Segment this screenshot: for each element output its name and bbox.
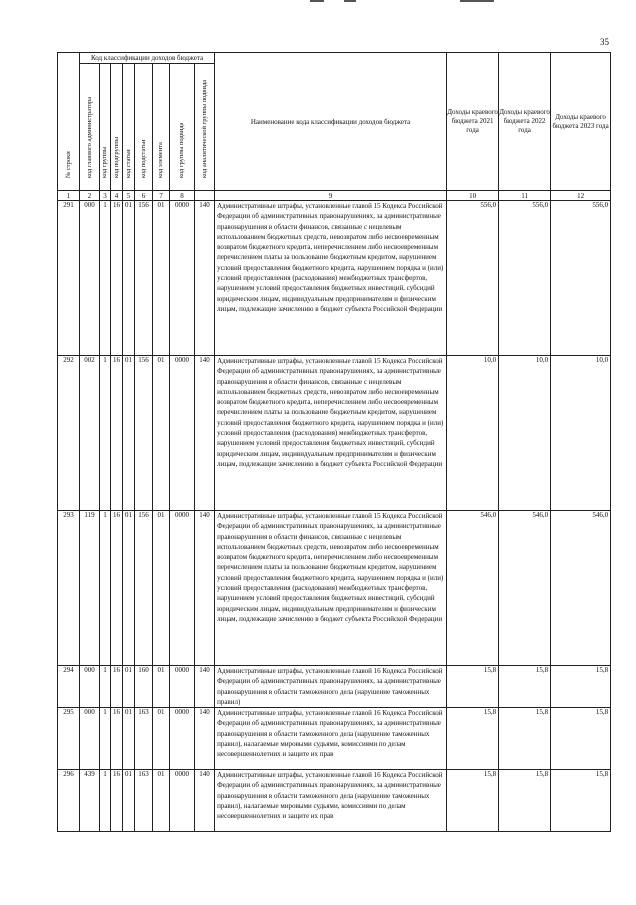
code-subtype: 0000	[170, 708, 195, 770]
code-admin: 000	[80, 708, 100, 770]
table-row	[58, 201, 611, 356]
value-2023: 15,8	[551, 666, 611, 708]
row-number: 291	[58, 201, 80, 356]
column-number: 1	[58, 191, 80, 201]
code-analytic: 140	[195, 708, 215, 770]
value-2022: 556,0	[499, 201, 551, 356]
value-2022: 546,0	[499, 511, 551, 666]
code-subarticle: 156	[135, 201, 153, 356]
value-2023: 546,0	[551, 511, 611, 666]
column-number: 12	[551, 191, 611, 201]
code-analytic: 140	[195, 770, 215, 832]
code-subtype-header: код группы подвида	[170, 64, 195, 191]
code-subgroup-header: код подгруппы	[111, 64, 123, 191]
year-2023-header: Доходы краевого бюджета 2023 года	[551, 53, 611, 191]
row-number-header: № строки	[58, 53, 80, 191]
code-subtype: 0000	[170, 356, 195, 511]
code-group: 1	[100, 666, 111, 708]
value-2021: 15,8	[447, 708, 499, 770]
code-analytic: 140	[195, 511, 215, 666]
row-number: 296	[58, 770, 80, 832]
code-article-header: код статьи	[123, 64, 135, 191]
code-analytic: 140	[195, 666, 215, 708]
column-number: 10	[447, 191, 499, 201]
year-2021-header: Доходы краевого бюджета 2021 года	[447, 53, 499, 191]
code-subarticle-header: код подстатьи	[135, 64, 153, 191]
column-number: 4	[111, 191, 123, 201]
revenue-name: Административные штрафы, установленные главой 15 Кодекса Российской Федерации об административных правонарушениях, за административные правонарушения в области финансов, связанные с нецелевым использованием бюджетных средств, невозвратом либо несвоевременным возвратом бюджетного кредита, неперечислением либо несвоевременным перечислением платы за пользование бюджетным кредитом, нарушением условий предоставления бюджетного кредита, нарушением порядка и (или) условий предоставления (расходования) межбюджетных трансфертов, нарушением условий предоставления бюджетных инвестиций, субсидий юридическим лицам, индивидуальным предпринимателям и физическим лицам, подлежащие зачислению в бюджет субъекта Российской Федерации	[215, 511, 447, 666]
scan-artifact-marks	[300, 0, 500, 4]
code-admin-header: код главного администратора	[80, 64, 100, 191]
value-2021: 10,0	[447, 356, 499, 511]
code-subgroup: 16	[111, 770, 123, 832]
value-2023: 556,0	[551, 201, 611, 356]
row-number: 292	[58, 356, 80, 511]
table-row	[58, 666, 611, 708]
table-row	[58, 770, 611, 832]
code-element: 01	[153, 356, 170, 511]
table-row	[58, 356, 611, 511]
budget-revenue-table	[57, 52, 611, 832]
column-number: 9	[215, 191, 447, 201]
code-subarticle: 163	[135, 708, 153, 770]
code-admin: 000	[80, 201, 100, 356]
code-subgroup: 16	[111, 708, 123, 770]
column-number-row	[58, 191, 611, 201]
code-element: 01	[153, 201, 170, 356]
year-2022-header: Доходы краевого бюджета 2022 года	[499, 53, 551, 191]
code-group: 1	[100, 708, 111, 770]
code-article: 01	[123, 770, 135, 832]
code-subarticle: 163	[135, 770, 153, 832]
code-analytic: 140	[195, 356, 215, 511]
code-article: 01	[123, 201, 135, 356]
row-number: 295	[58, 708, 80, 770]
code-subtype: 0000	[170, 511, 195, 666]
code-group: 1	[100, 356, 111, 511]
value-2021: 15,8	[447, 770, 499, 832]
row-number: 294	[58, 666, 80, 708]
value-2023: 15,8	[551, 770, 611, 832]
code-group: 1	[100, 511, 111, 666]
code-element: 01	[153, 708, 170, 770]
code-article: 01	[123, 708, 135, 770]
column-number: 6	[135, 191, 153, 201]
code-subtype: 0000	[170, 201, 195, 356]
code-subarticle: 160	[135, 666, 153, 708]
table-row	[58, 708, 611, 770]
revenue-name: Административные штрафы, установленные главой 16 Кодекса Российской Федерации об административных правонарушениях, за административные правонарушения в области таможенного дела (нарушение таможенных правил)	[215, 666, 447, 708]
column-number: 11	[499, 191, 551, 201]
code-group-header: код группы	[100, 64, 111, 191]
code-article: 01	[123, 666, 135, 708]
column-number: 8	[170, 191, 195, 201]
code-subarticle: 156	[135, 511, 153, 666]
column-number: 2	[80, 191, 100, 201]
code-subtype: 0000	[170, 770, 195, 832]
value-2022: 15,8	[499, 708, 551, 770]
revenue-name: Административные штрафы, установленные главой 16 Кодекса Российской Федерации об административных правонарушениях, за административные правонарушения в области таможенного дела (нарушение таможенных правил), налагаемые мировыми судьями, комиссиями по делам несовершеннолетних и защите их прав	[215, 708, 447, 770]
page-number: 35	[600, 37, 609, 47]
code-element: 01	[153, 666, 170, 708]
code-group: 1	[100, 770, 111, 832]
code-admin: 119	[80, 511, 100, 666]
row-number: 293	[58, 511, 80, 666]
code-group: 1	[100, 201, 111, 356]
column-number-empty	[195, 191, 215, 201]
code-subgroup: 16	[111, 356, 123, 511]
code-subgroup: 16	[111, 666, 123, 708]
revenue-name: Административные штрафы, установленные главой 16 Кодекса Российской Федерации об административных правонарушениях, за административные правонарушения в области таможенного дела (нарушение таможенных правил), налагаемые мировыми судьями, комиссиями по делам несовершеннолетних и защите их прав	[215, 770, 447, 832]
classification-group-header: Код классификации доходов бюджета	[80, 53, 215, 64]
table-row	[58, 511, 611, 666]
value-2021: 556,0	[447, 201, 499, 356]
column-number: 5	[123, 191, 135, 201]
value-2023: 15,8	[551, 708, 611, 770]
name-column-header: Наименование кода классификации доходов бюджета	[215, 53, 447, 191]
code-element: 01	[153, 770, 170, 832]
code-subgroup: 16	[111, 201, 123, 356]
value-2021: 15,8	[447, 666, 499, 708]
code-article: 01	[123, 511, 135, 666]
code-analytic: 140	[195, 201, 215, 356]
code-admin: 439	[80, 770, 100, 832]
code-analytic-header: код аналитической группы подвида	[195, 64, 215, 191]
code-subarticle: 156	[135, 356, 153, 511]
code-admin: 002	[80, 356, 100, 511]
code-element-header: код элемента	[153, 64, 170, 191]
code-element: 01	[153, 511, 170, 666]
code-subtype: 0000	[170, 666, 195, 708]
revenue-name: Административные штрафы, установленные главой 15 Кодекса Российской Федерации об административных правонарушениях, за административные правонарушения в области финансов, связанные с нецелевым использованием бюджетных средств, невозвратом либо несвоевременным возвратом бюджетного кредита, неперечислением либо несвоевременным перечислением платы за пользование бюджетным кредитом, нарушением условий предоставления бюджетного кредита, нарушением порядка и (или) условий предоставления (расходования) межбюджетных трансфертов, нарушением условий предоставления бюджетных инвестиций, субсидий юридическим лицам, индивидуальным предпринимателям и физическим лицам, подлежащие зачислению в бюджет субъекта Российской Федерации	[215, 201, 447, 356]
code-subgroup: 16	[111, 511, 123, 666]
revenue-name: Административные штрафы, установленные главой 15 Кодекса Российской Федерации об административных правонарушениях, за административные правонарушения в области финансов, связанные с нецелевым использованием бюджетных средств, невозвратом либо несвоевременным возвратом бюджетного кредита, неперечислением либо несвоевременным перечислением платы за пользование бюджетным кредитом, нарушением условий предоставления бюджетного кредита, нарушением порядка и (или) условий предоставления (расходования) межбюджетных трансфертов, нарушением условий предоставления бюджетных инвестиций, субсидий юридическим лицам, индивидуальным предпринимателям и физическим лицам, подлежащие зачислению в бюджет субъекта Российской Федерации	[215, 356, 447, 511]
value-2022: 15,8	[499, 666, 551, 708]
code-admin: 000	[80, 666, 100, 708]
value-2022: 15,8	[499, 770, 551, 832]
code-article: 01	[123, 356, 135, 511]
column-number: 3	[100, 191, 111, 201]
value-2023: 10,0	[551, 356, 611, 511]
column-number: 7	[153, 191, 170, 201]
value-2022: 10,0	[499, 356, 551, 511]
value-2021: 546,0	[447, 511, 499, 666]
